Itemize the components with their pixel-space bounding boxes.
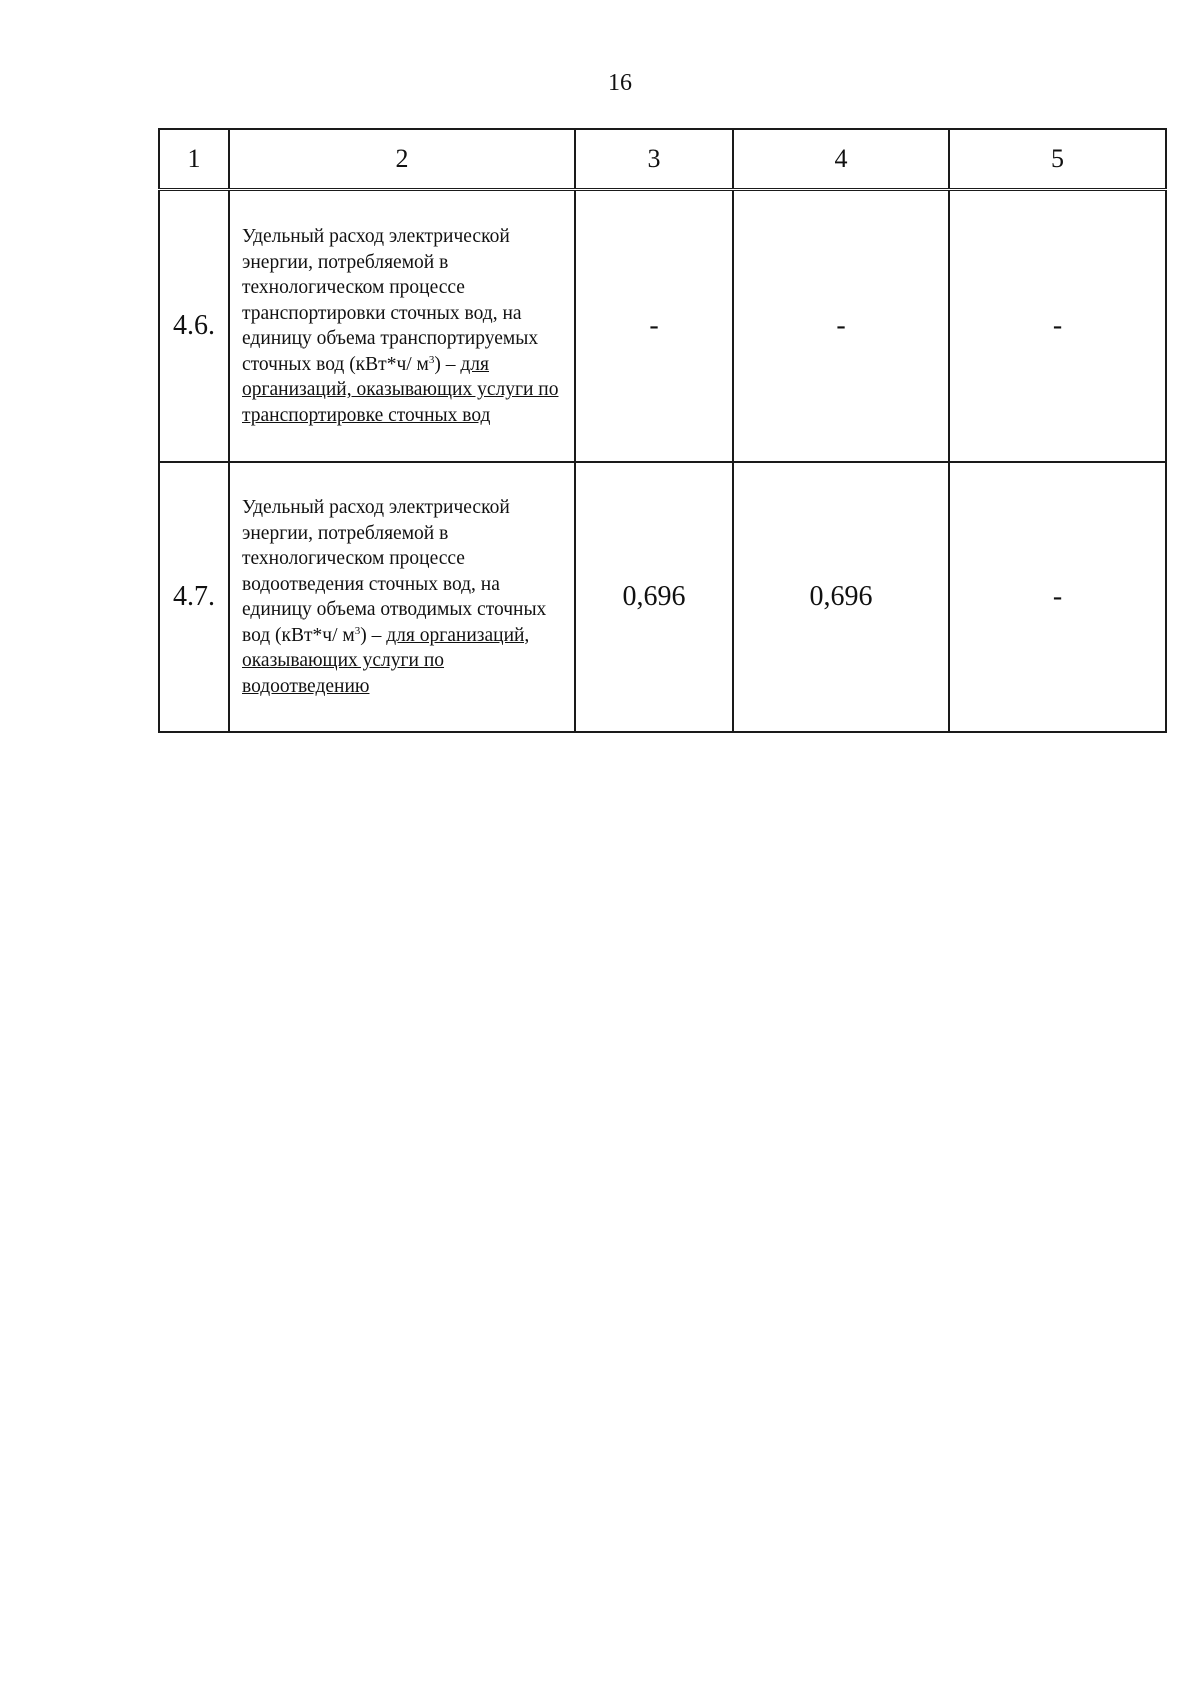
- row-number: 4.6.: [159, 190, 229, 463]
- value-col3: -: [575, 190, 733, 463]
- superscript: 3: [428, 353, 435, 366]
- column-header: 1: [159, 129, 229, 190]
- table-header-row: [159, 129, 1166, 190]
- column-header: 3: [575, 129, 733, 190]
- column-header: 5: [949, 129, 1166, 190]
- row-description: [229, 462, 575, 732]
- superscript: 3: [354, 624, 361, 637]
- description-close: ) –: [434, 353, 461, 375]
- page-number: 16: [608, 70, 632, 96]
- value-col5: -: [949, 462, 1166, 732]
- table-row: [159, 190, 1166, 463]
- column-header: 4: [733, 129, 949, 190]
- indicator-table: [158, 128, 1167, 733]
- description-text: Удельный расход электрической энергии, потребляемой в технологическом процессе водоотведения сточных вод, на единицу объема отводимых сточных вод (кВт*ч/ м: [242, 497, 547, 646]
- description-close: ) –: [360, 624, 387, 646]
- value-col4: 0,696: [733, 462, 949, 732]
- description-underlined: для организаций, оказывающих услуги по транспортировке сточных вод: [242, 353, 559, 426]
- value-col4: -: [733, 190, 949, 463]
- description-text: Удельный расход электрической энергии, потребляемой в технологическом процессе транспортировки сточных вод, на единицу объема транспортируемых сточных вод (кВт*ч/ м: [242, 226, 539, 375]
- row-number: 4.7.: [159, 462, 229, 732]
- row-description: [229, 190, 575, 463]
- table-row: [159, 462, 1166, 732]
- description-underlined: для организаций, оказывающих услуги по водоотведению: [242, 624, 530, 697]
- value-col3: 0,696: [575, 462, 733, 732]
- column-header: 2: [229, 129, 575, 190]
- value-col5: -: [949, 190, 1166, 463]
